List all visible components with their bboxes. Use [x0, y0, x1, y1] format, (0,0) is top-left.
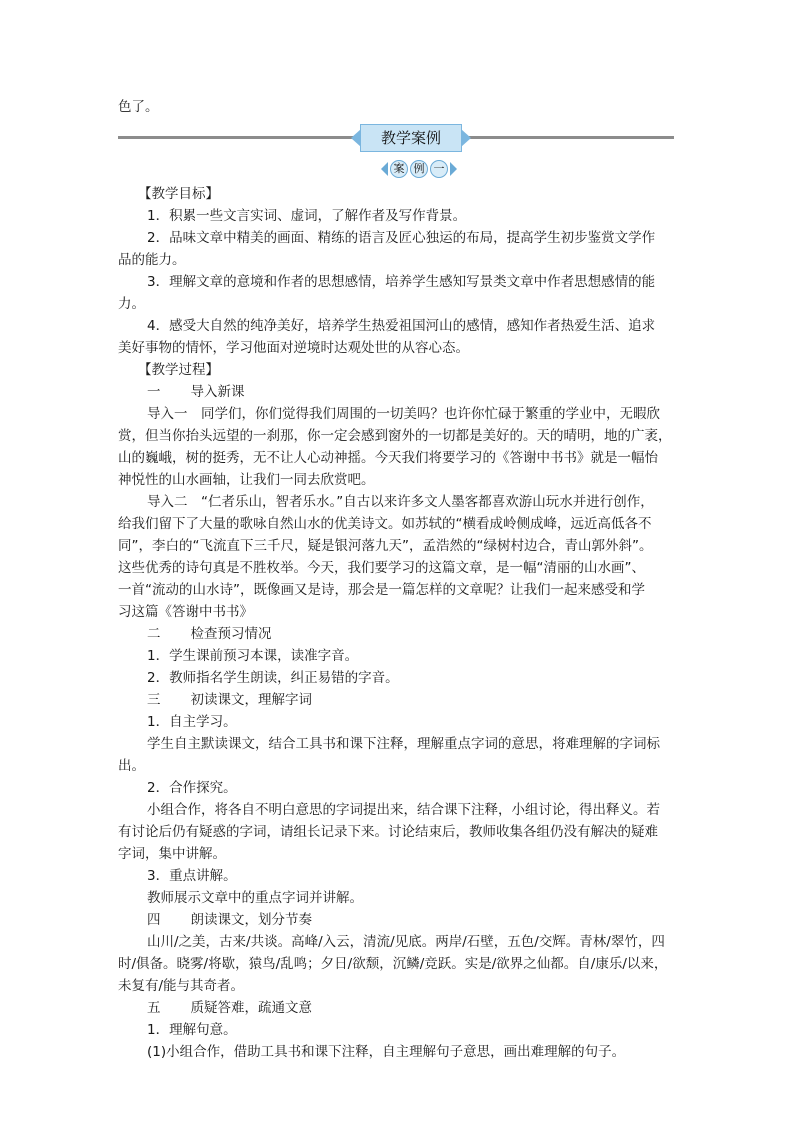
- paragraph-line: 这些优秀的诗句真是不胜枚举。今天，我们要学习的这篇文章，是一幅“清丽的山水画”、: [118, 560, 645, 576]
- paragraph-line: 山的巍峨，树的挺秀，无不让人心动神摇。今天我们将要学习的《答谢中书书》就是一幅怡: [118, 450, 658, 466]
- continuation-text: 色了。: [118, 99, 159, 115]
- objective-1: 1．积累一些文言实词、虚词，了解作者及写作背景。: [147, 208, 467, 224]
- objective-4-cont: 美好事物的情怀，学习他面对逆境时达观处世的从容心态。: [118, 340, 469, 356]
- section-heading: [147, 910, 312, 930]
- objective-2-cont: 品的能力。: [118, 252, 186, 268]
- section-number: 四: [147, 912, 161, 928]
- paragraph-line: 有讨论后仍有疑惑的字词，请组长记录下来。讨论结束后，教师收集各组仍没有解决的疑难: [118, 824, 658, 840]
- paragraph-line: 3．重点讲解。: [147, 868, 237, 884]
- objective-3: 3．理解文章的意境和作者的思想感情，培养学生感知写景类文章中作者思想感情的能: [147, 274, 656, 290]
- paragraph-line: 山川/之美，古来/共谈。高峰/入云，清流/见底。两岸/石壁，五色/交辉。青林/翠竹，四: [147, 934, 665, 950]
- case-tag-char: 一: [430, 160, 448, 178]
- section-title: 朗读课文，划分节奏: [190, 912, 312, 928]
- paragraph-line: 给我们留下了大量的歌咏自然山水的优美诗文。如苏轼的“横看成岭侧成峰，远近高低各不: [118, 516, 652, 532]
- section-title: 质疑答难，疏通文意: [190, 1000, 312, 1016]
- objective-3-cont: 力。: [118, 296, 145, 312]
- paragraph-line: 同”，李白的“飞流直下三千尺，疑是银河落九天”，孟浩然的“绿树村边合，青山郭外斜”。: [118, 538, 653, 554]
- paragraph-line: 2．教师指名学生朗读，纠正易错的字音。: [147, 670, 399, 686]
- paragraph-line: 习这篇《答谢中书书》: [118, 604, 253, 620]
- section-heading: [147, 382, 245, 402]
- paragraph-line: 赏，但当你抬头远望的一刹那，你一定会感到窗外的一切都是美好的。天的晴明，地的广袤，: [118, 428, 672, 444]
- paragraph-line: 神悦性的山水画轴，让我们一同去欣赏吧。: [118, 472, 375, 488]
- paragraph-line: 教师展示文章中的重点字词并讲解。: [147, 890, 363, 906]
- case-tag: [381, 160, 457, 178]
- paragraph-line: 1．自主学习。: [147, 714, 237, 730]
- section-title: 初读课文，理解字词: [190, 692, 312, 708]
- section-title: 检查预习情况: [190, 626, 272, 642]
- paragraph-line: 1．理解句意。: [147, 1022, 237, 1038]
- paragraph-line: 时/俱备。晓雾/将歇，猿鸟/乱鸣；夕日/欲颓，沉鳞/竞跃。实是/欲界之仙都。自/康乐/以来，: [118, 956, 668, 972]
- paragraph-line: 一首“流动的山水诗”，既像画又是诗，那会是一篇怎样的文章呢？让我们一起来感受和学: [118, 582, 645, 598]
- paragraph-line: 学生自主默读课文，结合工具书和课下注释，理解重点字词的意思，将难理解的字词标: [147, 736, 660, 752]
- section-title: 导入新课: [190, 384, 245, 400]
- section-number: 二: [147, 626, 161, 642]
- paragraph-line: 出。: [118, 758, 145, 774]
- section-number: 三: [147, 692, 161, 708]
- paragraph-line: 2．合作探究。: [147, 780, 237, 796]
- paragraph-line: 未复有/能与其奇者。: [118, 978, 245, 994]
- objective-4: 4．感受大自然的纯净美好，培养学生热爱祖国河山的感情，感知作者热爱生活、追求: [147, 318, 656, 334]
- section-heading: [147, 624, 272, 644]
- case-tag-char: 例: [410, 160, 428, 178]
- paragraph-line: 导入一 同学们，你们觉得我们周围的一切美吗？也许你忙碌于繁重的学业中，无暇欣: [147, 406, 660, 422]
- objectives-heading: 【教学目标】: [138, 186, 219, 202]
- paragraph-line: 1．学生课前预习本课，读准字音。: [147, 648, 359, 664]
- section-banner: 教学案例: [360, 124, 462, 152]
- section-heading: [147, 998, 312, 1018]
- paragraph-line: 导入二 “仁者乐山，智者乐水。”自古以来许多文人墨客都喜欢游山玩水并进行创作，: [147, 494, 654, 510]
- case-tag-char: 案: [390, 160, 408, 178]
- section-number: 一: [147, 384, 161, 400]
- section-heading: [147, 690, 312, 710]
- paragraph-line: 小组合作，将各自不明白意思的字词提出来，结合课下注释，小组讨论，得出释义。若: [147, 802, 660, 818]
- process-heading: 【教学过程】: [138, 362, 219, 378]
- objective-2: 2．品味文章中精美的画面、精练的语言及匠心独运的布局，提高学生初步鉴赏文学作: [147, 230, 656, 246]
- paragraph-line: (1)小组合作，借助工具书和课下注释，自主理解句子意思，画出难理解的句子。: [147, 1044, 626, 1060]
- section-number: 五: [147, 1000, 161, 1016]
- paragraph-line: 字词，集中讲解。: [118, 846, 226, 862]
